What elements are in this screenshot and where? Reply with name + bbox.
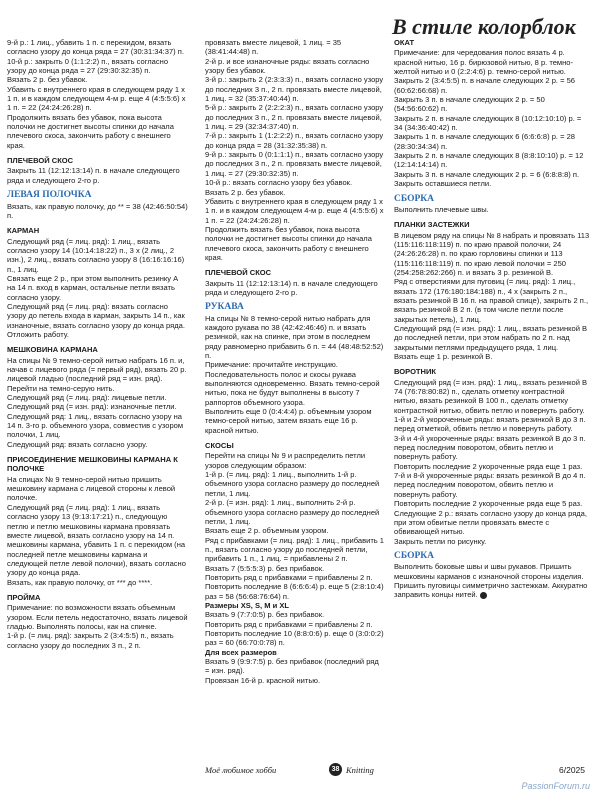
paragraph: Следующий ряд (= изн. ряд): 1 лиц., вязать резинкой В до последней петли, при этом набрать по 2 п. над закрытыми петлями предыдущего ряда, 1 лиц. [394, 323, 588, 352]
paragraph: 10-й р.: закрыть 0 (1:1:2:2) п., вязать согласно узору до конца ряда = 27 (29:30:32:35) п. [7, 56, 169, 76]
page-number: 38 [329, 763, 342, 776]
paragraph: Закрыть 11 (12:12:13:14) п. в начале следующего ряда и следующего 2-го р. [7, 166, 180, 185]
paragraph: Вязать 7 (5:5:5:3) р. без прибавок. [205, 563, 325, 573]
paragraph: Примечание: прочитайте инструкцию. Последовательность полос и скосы рукава выполняются одновременно. Вязать темно-серой нитью, пока не будут выполнены в высоту 7 раппортов объемного узора. [205, 360, 380, 407]
paragraph: провязать вместе лицевой, 1 лиц. = 35 (38:41:44:48) п. [205, 38, 342, 57]
paragraph: Вязать, как правую полочку, от *** до ****. [7, 577, 153, 587]
section-heading: КАРМАН [7, 226, 40, 236]
paragraph: Выполнить боковые швы и швы рукавов. Пришить мешковины карманов с изнаночной стороны изделия. [394, 562, 584, 581]
page-title: В стиле колорблок [392, 14, 576, 39]
paragraph: Закрыть 2 (3:4:5:5) п. в начале следующих 2 р. = 56 (60:62:66:68) п. [394, 76, 575, 95]
paragraph: Повторить последние 8 (6:6:6:4) р. еще 5 (2:8:10:4) раз = 58 (56:68:76:64) п. [205, 582, 384, 601]
paragraph: Примечание: по возможности вязать объемным узором. Если петель недостаточно, вязать лицевой гладью. Выполнять полосы, как на спинке. [7, 603, 188, 631]
paragraph: Следующий ряд (= лиц. ряд): 1 лиц., вязать согласно узору 13 (9:13:17:21) п., следующую петлю и петлю мешковины кармана провязать вместе лицевой, вязать согласно узору на 14 п. мешковины кармана, убавить 1 п. с перекидом (на последней петле мешковины кармана и следующей петле левой полочки), вязать согласно узору до конца ряда. [7, 502, 186, 578]
paragraph: Закрыть 3 п. в начале следующих 2 р. = 50 (54:56:60:62) п. [394, 95, 545, 114]
paragraph: Убавить с внутреннего края в следующем ряду 1 х 1 п. и в каждом следующем 4-м р. еще 4 (4:5:5:6) х 1 п. = 22 (24:24:26:28) п. [7, 84, 186, 113]
paragraph-end [394, 581, 590, 600]
section-heading: ВОРОТНИК [394, 367, 437, 377]
paragraph: Вязать 9 (7:7:0:5) р. без прибавок. [205, 610, 325, 620]
paragraph: Выполнить плечевые швы. [394, 204, 489, 214]
column-middle [205, 38, 385, 685]
magazine-name: Моё любимое хобби [205, 765, 277, 775]
watermark: PassionForum.ru [521, 781, 590, 791]
paragraph: Вязать еще 2 р. объемным узором. [205, 526, 329, 536]
magazine-brand: Knitting [346, 765, 374, 775]
section-heading: ПЛЕЧЕВОЙ СКОС [205, 268, 272, 278]
paragraph: Закрыть 2 п. в начале следующих 8 (8:8:10:10) р. = 12 (12:14:14:14) п. [394, 151, 584, 170]
paragraph: Следующий ряд (= лиц. ряд): вязать согласно узору до петель входа в карман, закрыть 14 п., как изнаночные, вязать согласно узору до конца ряда. Отложить работу. [7, 301, 185, 339]
page-footer [205, 760, 590, 780]
section-heading-serif: ЛЕВАЯ ПОЛОЧКА [7, 190, 92, 201]
section-heading: ПЛАНКИ ЗАСТЕЖКИ [394, 220, 470, 230]
paragraph: 9-й р.: закрыть 0 (0:1:1:1) п., вязать согласно узору до последних 3 п., 2 п. провязать вместе лицевой, 1 лиц. = 27 (29:30:32:35) п. [205, 150, 384, 178]
paragraph: Продолжить вязать без убавок, пока высота полочки не достигнет высоты спинки до начала плечевого скоса, закончить работу с внешнего края. [205, 224, 372, 262]
size-subheading: Для всех размеров [205, 647, 277, 657]
paragraph: На спицах № 9 темно-серой нитью пришить мешковину кармана с лицевой стороны к левой полочке. [7, 474, 176, 503]
paragraph: 3-й р.: закрыть 2 (2:3:3:3) п., вязать согласно узору до последних 3 п., 2 п. провязать вместе лицевой, 1 лиц. = 32 (35:37:40:44) п. [205, 75, 384, 104]
paragraph: 5-й р.: закрыть 2 (2:2:2:3) п., вязать согласно узору до последних 3 п., 2 п. провязать вместе лицевой, 1 лиц. = 29 (32:34:37:40) п. [205, 103, 384, 132]
paragraph: 7-й р.: закрыть 1 (1:2:2:2) п., вязать согласно узору до конца ряда = 28 (31:32:35:38) п. [205, 131, 384, 150]
paragraph: 2-й р. (= изн. ряд): 1 лиц., выполнить 2-й р. объемного узора согласно размеру до последней петли, 1 лиц. [205, 498, 380, 526]
column-right [394, 38, 590, 600]
paragraph: Повторить ряд с прибавками = прибавлены 2 п. [205, 619, 373, 629]
paragraph: 1-й р. (= лиц. ряд): 1 лиц., выполнить 1-й р. объемного узора согласно размеру до последней петли, 1 лиц. [205, 470, 380, 498]
issue-number: 6/2025 [559, 765, 585, 775]
paragraph: Ряд с отверстиями для пуговиц (= лиц. ряд): 1 лиц., вязать 172 (176:180:184:188) п., 4 х (закрыть 2 п., вязать резинкой В 16 п. на правой спице), закрыть 2 п., вязать резинкой В 2 п. (в том числе петли после закрытых петель), 1 лиц. [394, 277, 589, 324]
size-subheading: Размеры XS, S, M и XL [205, 600, 289, 610]
paragraph: 9-й р.: 1 лиц., убавить 1 п. с перекидом, вязать согласно узору до конца ряда = 27 (30:31:34:37) п. [7, 38, 184, 57]
paragraph: Перейти на темно-серую нить. [7, 383, 115, 393]
section-heading: СКОСЫ [205, 441, 234, 451]
paragraph: Следующий ряд: вязать согласно узору. [7, 439, 148, 449]
paragraph: Закрыть 3 п. в начале следующих 2 р. = 6 (6:8:8:8) п. [394, 169, 580, 179]
paragraph: Убавить с внутреннего края в следующем ряду 1 х 1 п. и в каждом следующем 4-м р. еще 4 (4:5:5:6) х 1 п. = 22 (24:24:26:28) п. [205, 196, 384, 225]
paragraph: Следующий ряд: 1 лиц., вязать согласно узору на 14 п. 3-го р. объемного узора, совместив с узором полочки, 1 лиц. [7, 411, 184, 440]
paragraph: 1-й р. (= лиц. ряд): закрыть 2 (3:4:5:5) п., вязать согласно узору до последних 3 п., 2 п. [7, 631, 174, 650]
paragraph: Вязать 9 (9:9:7:5) р. без прибавок (последний ряд = изн. ряд). [205, 657, 379, 676]
section-heading-serif: РУКАВА [205, 302, 244, 313]
paragraph: Вязать 2 р. без убавок. [205, 187, 286, 197]
section-heading: ОКАТ [394, 38, 415, 47]
paragraph: Следующие 2 р.: вязать согласно узору до конца ряда, при этом обвитые петли провязать вместе с обвивающей нитью. [394, 508, 587, 537]
paragraph: Повторить последние 2 укороченные ряда еще 5 раз. [394, 499, 583, 509]
paragraph: Повторить последние 10 (8:8:0:6) р. еще 0 (3:0:0:2) раз = 60 (66:70:0:78) п. [205, 628, 384, 648]
paragraph: Закрыть 2 п. в начале следующих 8 (10:12:10:10) р. = 34 (34:36:40:42) п. [394, 113, 582, 133]
paragraph: В лицевом ряду на спицы № 8 набрать и провязать 113 (115:116:118:119) п. по краю правой полочки, 24 (24:26:26:28) п. по краю горловины спинки и 113 (115:116:118:119) п. по краю левой полочки = 250 (254:258:262:266) п. и вязать 3 р. резинкой В. [394, 230, 590, 277]
section-heading-serif: СБОРКА [394, 193, 435, 204]
section-heading: ПРИСОЕДИНЕНИЕ МЕШКОВИНЫ КАРМАНА К ПОЛОЧКЕ [7, 455, 178, 474]
paragraph: 10-й р.: вязать согласно узору без убавок. [205, 178, 353, 188]
section-heading: МЕШКОВИНА КАРМАНА [7, 345, 98, 355]
paragraph: Закрыть оставшиеся петли. [394, 179, 492, 189]
paragraph: Повторить ряд с прибавками = прибавлены 2 п. [205, 572, 373, 582]
section-heading-serif: СБОРКА [394, 550, 435, 561]
section-heading: ПРОЙМА [7, 592, 41, 602]
paragraph: Следующий ряд (= изн. ряд): изнаночные петли. [7, 402, 177, 412]
paragraph: 2-й р. и все изнаночные ряды: вязать согласно узору без убавок. [205, 56, 370, 76]
paragraph: Вязать 2 р. без убавок. [7, 75, 88, 85]
paragraph: Продолжить вязать без убавок, пока высота полочки не достигнет высоты спинки до начала плечевого скоса, закончить работу с внешнего края. [7, 112, 174, 150]
paragraph: Вязать еще 1 р. резинкой В. [394, 352, 493, 361]
paragraph: На спицы № 8 темно-серой нитью набрать для каждого рукава по 38 (42:42:46:46) п. и вязать резинкой, как на спинке, при этом в последнем ряду равномерно прибавить 6 п. = 44 (48:48:52:52) п. [205, 313, 384, 360]
paragraph: Ряд с прибавками (= лиц. ряд): 1 лиц., прибавить 1 п., вязать согласно узору до последней петли, прибавить 1 п., 1 лиц. = прибавлены 2 п. [205, 535, 385, 564]
end-mark-icon [480, 592, 487, 599]
paragraph: Примечание: для чередования полос вязать 4 р. красной нитью, 16 р. бирюзовой нитью, 8 р. темно-желтой нитью и 0 (2:2:4:6) р. темно-серой нитью. [394, 48, 574, 77]
paragraph: Следующий ряд (= лиц. ряд): лицевые петли. [7, 393, 167, 403]
paragraph: Вязать, как правую полочку, до ** = 38 (42:46:50:54) п. [7, 201, 188, 220]
paragraph: Перейти на спицы № 9 и распределить петли узоров следующим образом: [205, 451, 366, 470]
paragraph: Следующий ряд (= изн. ряд): 1 лиц., вязать резинкой В 74 (76:78:80:82) п., сделать отметку контрастной нитью, вязать резинкой В 100 п., сделать отметку контрастной нитью, обвить петлю и повернуть работу. [394, 377, 588, 415]
paragraph: Выполнить еще 0 (0:4:4:4) р. объемным узором темно-серой нитью, затем вязать еще 16 р. красной нитью. [205, 407, 372, 435]
paragraph: Связать еще 2 р., при этом выполнить резинку А на 14 п. вход в карман, остальные петли вязать согласно узору. [7, 273, 179, 302]
section-heading: ПЛЕЧЕВОЙ СКОС [7, 156, 74, 166]
paragraph: 3-й и 4-й укороченные ряды: вязать резинкой В до 3 п. перед последним поворотом, обвить петлю и повернуть работу. [394, 433, 586, 462]
paragraph: Повторить последние 2 укороченные ряда еще 1 раз. [394, 461, 583, 471]
column-left [7, 38, 188, 650]
paragraph: Закрыть 11 (12:12:13:14) п. в начале следующего ряда и следующего 2-го р. [205, 278, 378, 297]
paragraph: 1-й и 2-й укороченные ряды: вязать резинкой В до 3 п. перед отметкой, обвить петлю и повернуть работу. [394, 415, 586, 434]
paragraph: 7-й и 8-й укороченные ряды: вязать резинкой В до 4 п. перед последним поворотом, обвить петлю и повернуть работу. [394, 471, 586, 499]
paragraph: Провязан 16-й р. красной нитью. [205, 675, 321, 685]
paragraph: Закрыть 1 п. в начале следующих 6 (6:6:6:8) р. = 28 (28:30:34:34) п. [394, 132, 575, 151]
paragraph: На спицы № 9 темно-серой нитью набрать 16 п. и, начав с лицевого ряда (= первый ряд), вязать 20 р. лицевой гладью (последний ряд = изн. ряд). [7, 355, 187, 384]
paragraph: Закрыть петли по рисунку. [394, 536, 487, 546]
paragraph-end-text: Пришить пуговицы симметрично застежкам. Аккуратно заправить концы нитей. [394, 580, 588, 600]
paragraph: Следующий ряд (= лиц. ряд): 1 лиц., вязать согласно узору 14 (10:14:18:22) п., 3 х (2 лиц., 2 изн.), 2 лиц., вязать согласно узору 8 (16:16:16:16) п., 1 лиц. [7, 236, 185, 274]
